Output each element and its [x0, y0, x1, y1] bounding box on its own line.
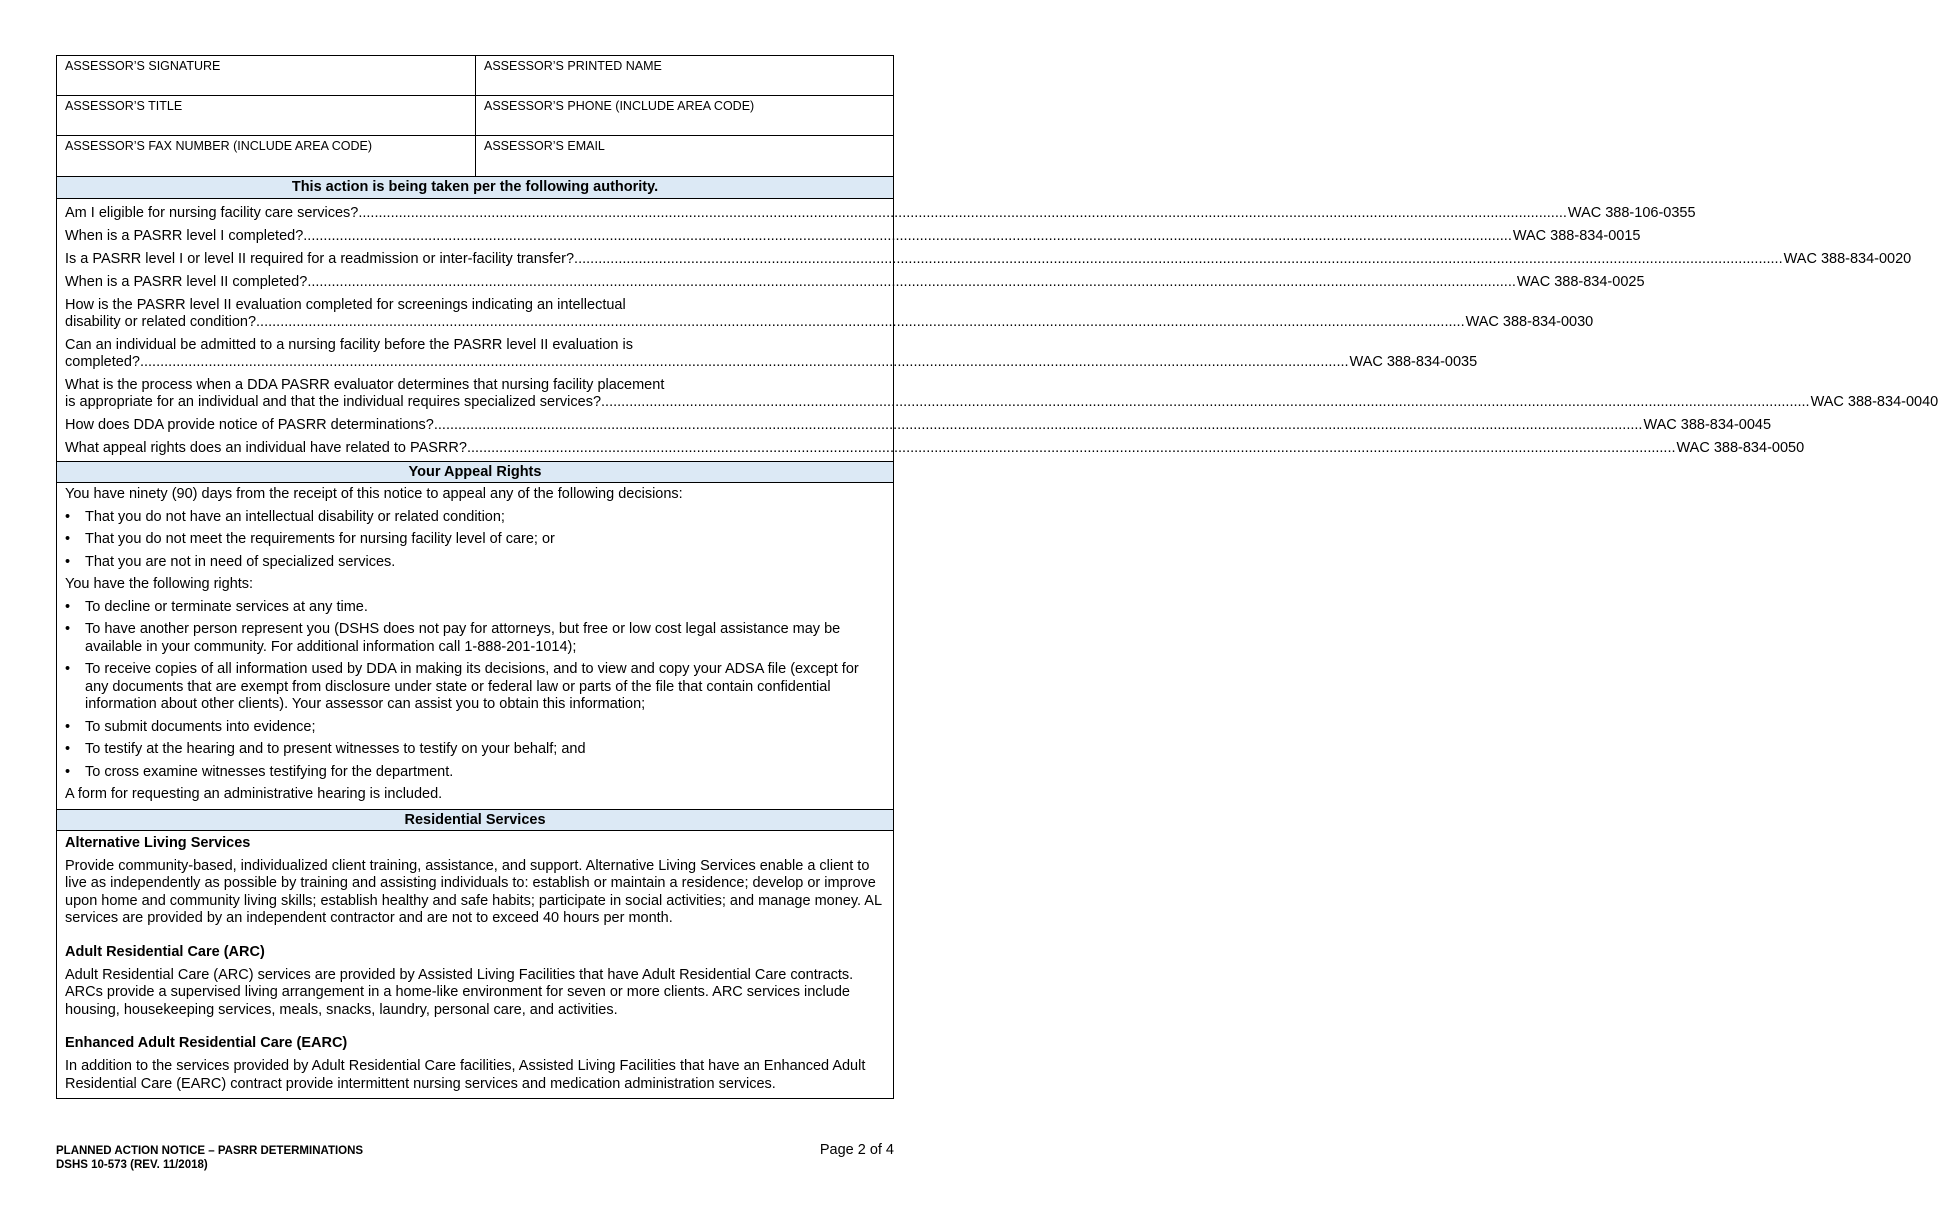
dot-leader: ............................................................................................................................................................................................................................................................................................................ — [358, 205, 1567, 221]
dot-leader: ............................................................................................................................................................................................................................................................................................................ — [574, 251, 1783, 267]
residential-services-header: Residential Services — [57, 809, 893, 831]
dot-leader: ............................................................................................................................................................................................................................................................................................................ — [256, 314, 1465, 330]
authority-row — [65, 201, 1696, 224]
assessor-row — [57, 136, 893, 177]
page-number: Page 2 of 4 — [819, 1142, 894, 1158]
authority-question: What is the process when a DDA PASRR evaluator determines that nursing facility placement — [65, 377, 665, 393]
list-item — [65, 531, 885, 549]
rights-intro: You have the following rights: — [65, 576, 254, 592]
authority-reference-link[interactable]: WAC 388-106-0355 — [1567, 205, 1696, 221]
decision-text: That you do not meet the requirements for nursing facility level of care; or — [85, 531, 555, 547]
right-text: To submit documents into evidence; — [85, 718, 316, 735]
dot-leader: ............................................................................................................................................................................................................................................................................................................ — [139, 354, 1349, 370]
decision-text: That you do not have an intellectual disability or related condition; — [85, 508, 505, 525]
authority-row — [65, 436, 1805, 459]
assessor-signature-field[interactable]: ASSESSOR’S SIGNATURE — [57, 56, 476, 95]
authority-reference-link[interactable]: WAC 388-834-0025 — [1516, 274, 1645, 290]
section-text: Adult Residential Care (ARC) services are provided by Assisted Living Facilities that have Adult Residential Care contracts. ARCs provide a supervised living arrangement in a home-like environment for seven or more clients. ARC services include housing, housekeeping services, meals, snacks, laundry, personal care, and activities. — [65, 966, 854, 1018]
authority-row — [65, 293, 1594, 333]
form-footer — [56, 1144, 363, 1172]
bullet-icon: • — [65, 598, 71, 615]
assessor-fax-field[interactable]: ASSESSOR’S FAX NUMBER (INCLUDE AREA CODE) — [57, 136, 476, 176]
list-item — [65, 621, 885, 656]
form-body — [56, 55, 1938, 1099]
section-title: Enhanced Adult Residential Care (EARC) — [65, 1035, 348, 1051]
residential-services-section — [57, 831, 893, 1099]
list-item — [65, 599, 885, 617]
assessor-printed-name-field[interactable]: ASSESSOR’S PRINTED NAME — [484, 59, 662, 73]
appeal-rights-section — [57, 483, 893, 809]
authority-row — [65, 333, 1478, 373]
authority-list — [57, 199, 1938, 461]
assessor-phone-field[interactable]: ASSESSOR’S PHONE (INCLUDE AREA CODE) — [484, 99, 755, 113]
assessor-title-field[interactable]: ASSESSOR’S TITLE — [57, 96, 476, 135]
section-text: Provide community-based, individualized client training, assistance, and support. Alternative Living Services enable a client to live as independently as possible by training and assisting individuals to: establish or maintain a residence; develop or improve upon home and community living skills; establish healthy and safe habits; participate in social activities; and manage money. AL services are provided by an independent contractor and are not to exceed 40 hours per month. — [65, 857, 882, 926]
list-item — [65, 554, 885, 572]
form-number: DSHS 10-573 (REV. 11/2018) — [56, 1159, 208, 1171]
authority-question: Am I eligible for nursing facility care services? — [65, 205, 359, 221]
authority-reference-link[interactable]: WAC 388-834-0020 — [1783, 251, 1912, 267]
right-text: To receive copies of all information used by DDA in making its decisions, and to view and copy your ADSA file (except for any documents that are exempt from disclosure under state or federal law or parts of the file that contain confidential information about other clients). Your assessor can assist you to obtain this information; — [85, 661, 859, 712]
section-text: In addition to the services provided by Adult Residential Care facilities, Assisted Living Facilities that have an Enhanced Adult Residential Care (EARC) contract provide intermittent nursing services and medication administration services. — [65, 1058, 866, 1092]
authority-reference-link[interactable]: WAC 388-834-0015 — [1512, 228, 1641, 244]
authority-row — [65, 224, 1641, 247]
assessor-email-field[interactable]: ASSESSOR’S EMAIL — [484, 139, 605, 153]
bullet-icon: • — [65, 718, 71, 735]
dot-leader: ............................................................................................................................................................................................................................................................................................................ — [307, 274, 1516, 290]
authority-question-cont: completed? — [65, 354, 140, 370]
authority-reference-link[interactable]: WAC 388-834-0030 — [1465, 314, 1594, 330]
authority-question: What appeal rights does an individual have related to PASRR? — [65, 440, 467, 456]
authority-reference-link[interactable]: WAC 388-834-0035 — [1349, 354, 1478, 370]
bullet-icon: • — [65, 661, 71, 677]
section-title: Alternative Living Services — [65, 834, 251, 851]
right-text: To decline or terminate services at any time. — [85, 598, 368, 615]
list-item — [65, 661, 885, 714]
appeal-closing: A form for requesting an administrative hearing is included. — [65, 786, 443, 802]
appeal-rights-header: Your Appeal Rights — [57, 461, 893, 483]
right-text: To have another person represent you (DSHS does not pay for attorneys, but free or low cost legal assistance may be available in your community. For additional information call 1-888-201-1014); — [85, 621, 841, 655]
right-text: To testify at the hearing and to present witnesses to testify on your behalf; and — [85, 741, 586, 757]
list-item — [65, 719, 885, 737]
list-item — [65, 764, 885, 782]
authority-question: How does DDA provide notice of PASRR determinations? — [65, 417, 434, 433]
list-item — [65, 509, 885, 527]
dot-leader: ............................................................................................................................................................................................................................................................................................................ — [303, 228, 1512, 244]
form-title: PLANNED ACTION NOTICE – PASRR DETERMINATIONS — [56, 1145, 364, 1157]
list-item — [65, 741, 885, 759]
authority-question: When is a PASRR level I completed? — [65, 228, 304, 244]
authority-question: Is a PASRR level I or level II required for a readmission or inter-facility transfer? — [65, 251, 575, 267]
authority-header: This action is being taken per the following authority. — [57, 177, 893, 199]
bullet-icon: • — [65, 763, 71, 780]
authority-row — [65, 413, 1772, 436]
authority-reference-link[interactable]: WAC 388-834-0050 — [1676, 440, 1805, 456]
authority-reference-link[interactable]: WAC 388-834-0040 — [1810, 394, 1938, 410]
authority-question: When is a PASRR level II completed? — [65, 274, 308, 290]
appeal-intro: You have ninety (90) days from the receipt of this notice to appeal any of the following decisions: — [65, 486, 683, 502]
right-text: To cross examine witnesses testifying for the department. — [85, 763, 454, 780]
authority-question-cont: is appropriate for an individual and that the individual requires specialized services? — [65, 394, 602, 410]
dot-leader: ............................................................................................................................................................................................................................................................................................................ — [433, 417, 1643, 433]
assessor-row — [57, 96, 893, 136]
bullet-icon: • — [65, 553, 71, 570]
decision-text: That you are not in need of specialized services. — [85, 553, 396, 570]
authority-row — [65, 247, 1912, 270]
dot-leader: ............................................................................................................................................................................................................................................................................................................ — [601, 394, 1810, 410]
section-title: Adult Residential Care (ARC) — [65, 943, 265, 960]
bullet-icon: • — [65, 531, 71, 547]
bullet-icon: • — [65, 621, 71, 637]
authority-question-cont: disability or related condition? — [65, 314, 257, 330]
authority-reference-link[interactable]: WAC 388-834-0045 — [1643, 417, 1772, 433]
authority-row — [65, 373, 1938, 413]
bullet-icon: • — [65, 741, 71, 757]
assessor-row — [57, 56, 893, 96]
dot-leader: ............................................................................................................................................................................................................................................................................................................ — [466, 440, 1676, 456]
authority-question: Can an individual be admitted to a nursing facility before the PASRR level II evaluation is — [65, 337, 633, 353]
authority-row — [65, 270, 1645, 293]
authority-question: How is the PASRR level II evaluation completed for screenings indicating an intellectual — [65, 297, 626, 313]
bullet-icon: • — [65, 508, 71, 525]
